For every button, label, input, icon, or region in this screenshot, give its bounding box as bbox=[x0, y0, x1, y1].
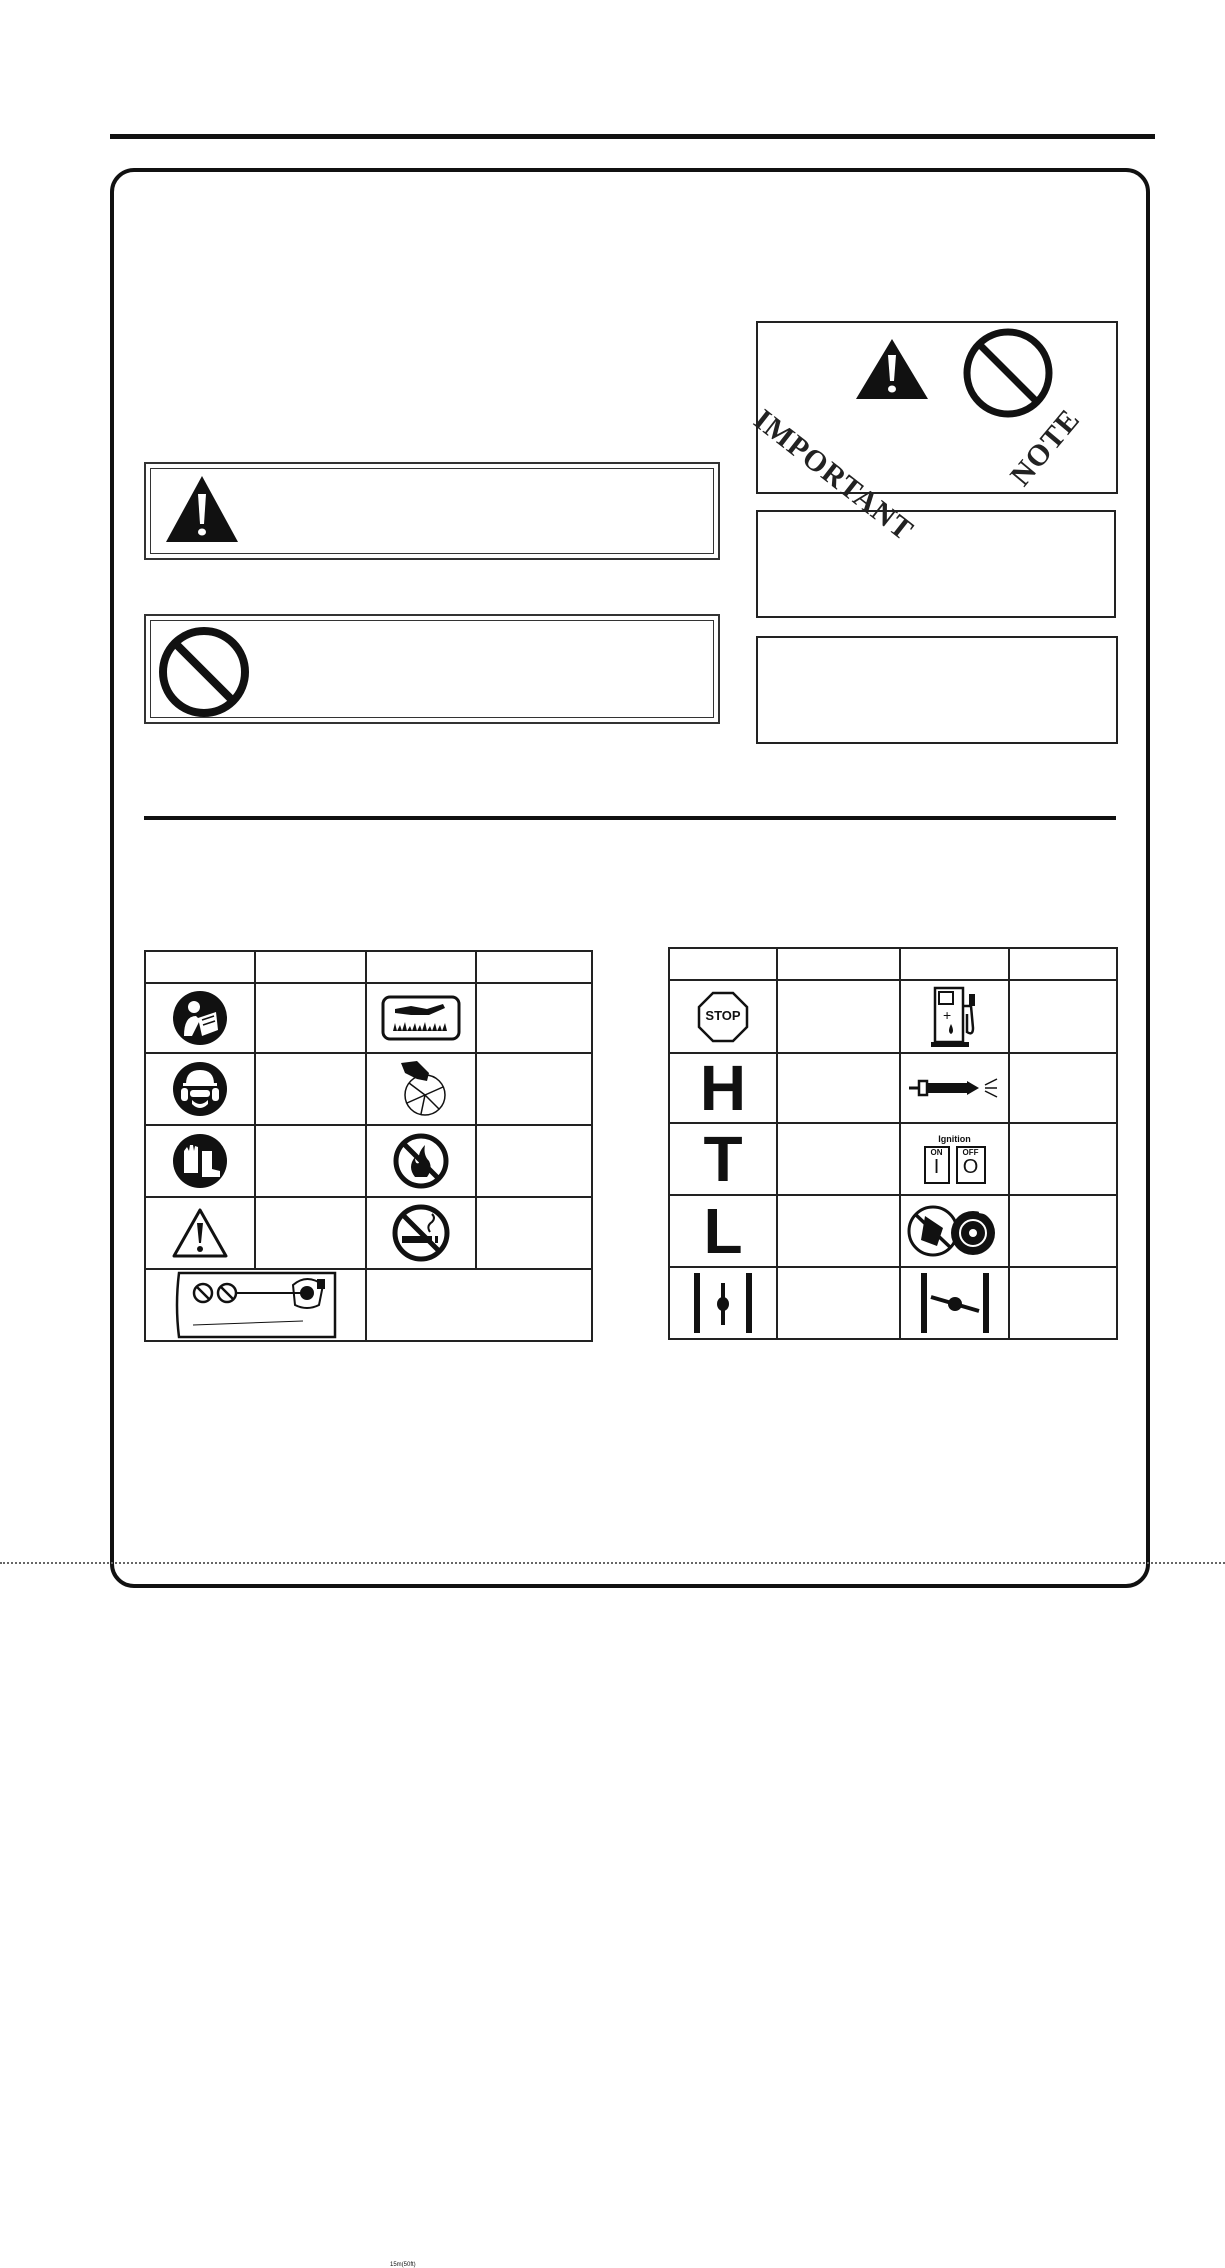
on-label: ON bbox=[930, 1148, 943, 1157]
svg-text:+: + bbox=[942, 1006, 951, 1023]
table-row bbox=[145, 1269, 592, 1341]
choke-open-icon bbox=[669, 1267, 777, 1339]
spray-gun-icon bbox=[900, 1053, 1009, 1123]
ignition-title: Ignition bbox=[938, 1134, 971, 1144]
table-header bbox=[145, 951, 255, 983]
off-symbol: O bbox=[962, 1156, 979, 1178]
symbol-desc bbox=[476, 1053, 592, 1125]
letter-l-icon: L bbox=[669, 1195, 777, 1267]
prohibition-icon bbox=[158, 626, 250, 718]
on-switch bbox=[924, 1146, 950, 1184]
warning-box bbox=[144, 462, 720, 560]
stop-sign-icon bbox=[669, 980, 777, 1053]
warning-triangle-icon bbox=[854, 337, 930, 401]
table-row bbox=[669, 1123, 1117, 1195]
table-header bbox=[777, 948, 900, 980]
bottom-edge bbox=[0, 1562, 1225, 1564]
rotating-blade-hand-icon bbox=[366, 1053, 476, 1125]
gloves-boots-icon bbox=[145, 1125, 255, 1197]
table-row bbox=[669, 1195, 1117, 1267]
symbol-desc bbox=[777, 1267, 900, 1339]
right-symbol-table bbox=[668, 947, 1118, 1340]
table-header bbox=[366, 951, 476, 983]
table-row bbox=[145, 1197, 592, 1269]
important-box bbox=[756, 510, 1116, 618]
table-row bbox=[145, 983, 592, 1053]
read-manual-icon bbox=[145, 983, 255, 1053]
note-box bbox=[756, 636, 1118, 744]
on-symbol: I bbox=[933, 1156, 940, 1178]
table-row bbox=[669, 980, 1117, 1053]
symbol-desc bbox=[476, 1197, 592, 1269]
distance-label: 15m(50ft) bbox=[390, 2262, 416, 2268]
table-row bbox=[669, 1267, 1117, 1339]
symbol-desc bbox=[255, 1197, 366, 1269]
left-symbol-table bbox=[144, 950, 593, 2268]
table-header bbox=[255, 951, 366, 983]
symbol-desc bbox=[1009, 1123, 1117, 1195]
important-label: IMPORTANT bbox=[747, 403, 920, 548]
symbol-desc bbox=[777, 1053, 900, 1123]
helmet-ear-eye-protection-icon bbox=[145, 1053, 255, 1125]
keep-distance-15m-icon bbox=[145, 1269, 416, 2268]
table-header bbox=[900, 948, 1009, 980]
symbol-desc bbox=[777, 1195, 900, 1267]
table-header bbox=[476, 951, 592, 983]
table-row bbox=[669, 1053, 1117, 1123]
no-open-flame-icon bbox=[366, 1125, 476, 1197]
section-divider bbox=[144, 816, 1116, 820]
symbol-desc bbox=[255, 983, 366, 1053]
no-smoking-icon bbox=[366, 1197, 476, 1269]
off-switch bbox=[956, 1146, 986, 1184]
signal-words-panel bbox=[747, 321, 1118, 548]
ignition-switch-icon bbox=[900, 1123, 1009, 1195]
symbol-desc bbox=[366, 1269, 592, 1341]
symbol-desc bbox=[1009, 980, 1117, 1053]
off-label: OFF bbox=[962, 1148, 979, 1157]
symbol-desc bbox=[1009, 1267, 1117, 1339]
symbol-desc bbox=[777, 1123, 900, 1195]
letter-t-icon: T bbox=[669, 1123, 777, 1195]
symbol-desc bbox=[1009, 1053, 1117, 1123]
blade-guard-icon bbox=[900, 1195, 1009, 1267]
table-header bbox=[1009, 948, 1117, 980]
prohibition-icon bbox=[962, 327, 1054, 419]
letter-h-icon: H bbox=[669, 1053, 777, 1123]
symbol-desc bbox=[255, 1053, 366, 1125]
warning-triangle-icon bbox=[164, 474, 240, 544]
stop-label: STOP bbox=[705, 1008, 741, 1023]
symbol-desc bbox=[777, 980, 900, 1053]
fuel-pump-icon bbox=[900, 980, 1009, 1053]
prohibit-box bbox=[144, 614, 720, 724]
table-header bbox=[669, 948, 777, 980]
symbol-desc bbox=[476, 1125, 592, 1197]
table-row bbox=[145, 1053, 592, 1125]
note-label: NOTE bbox=[1004, 402, 1087, 493]
symbol-desc bbox=[476, 983, 592, 1053]
symbol-desc bbox=[1009, 1195, 1117, 1267]
header-rule bbox=[110, 134, 1155, 139]
hot-surface-icon bbox=[366, 983, 476, 1053]
caution-triangle-icon bbox=[145, 1197, 255, 1269]
table-row bbox=[145, 1125, 592, 1197]
choke-closed-icon bbox=[900, 1267, 1009, 1339]
symbol-desc bbox=[255, 1125, 366, 1197]
